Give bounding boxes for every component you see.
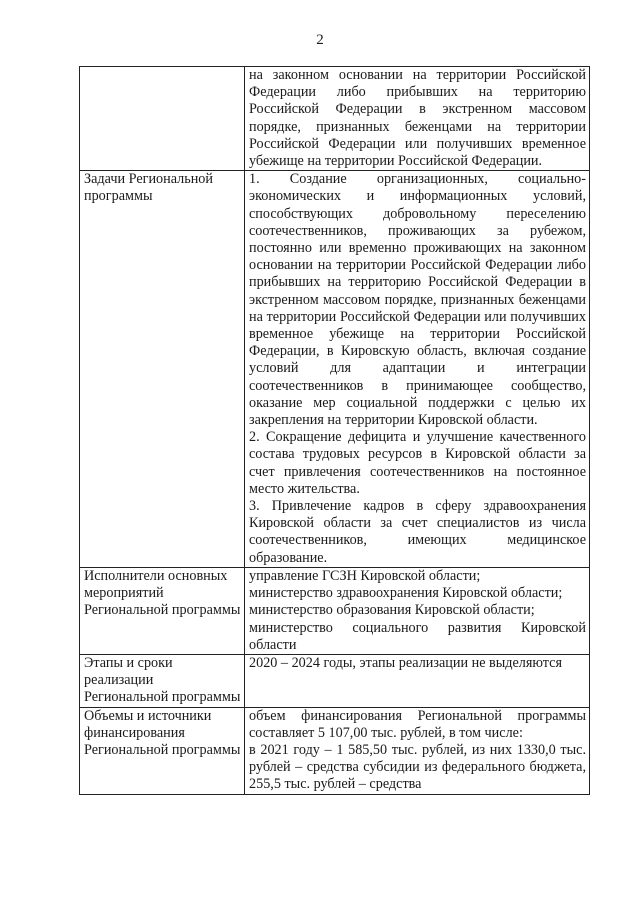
table-row [80, 707, 590, 794]
executor-item: министерство здравоохранения Кировской области; [249, 585, 563, 602]
task-paragraph: 3. Привлечение кадров в сферу здравоохранения Кировской области за счет специалистов из числа соотечественников, имеющих медицинское образование. [249, 498, 586, 566]
page-number: 2 [316, 32, 324, 48]
task-paragraph: 2. Сокращение дефицита и улучшение качественного состава трудовых ресурсов в Кировской области за счет привлечения соотечественников на постоянное место жительства. [249, 429, 586, 497]
executor-item: министерство образования Кировской области; [249, 602, 535, 619]
row-label-tasks: Задачи Региональной программы [80, 171, 245, 568]
program-passport-table [79, 66, 590, 795]
row-content-tasks [245, 171, 590, 568]
row-label-stages: Этапы и сроки реализации Региональной программы [80, 654, 245, 707]
stages-text: 2020 – 2024 годы, этапы реализации не выделяются [249, 654, 563, 671]
funding-paragraph: в 2021 году – 1 585,50 тыс. рублей, из них 1330,0 тыс. рублей – средства субсидии из федерального бюджета, 255,5 тыс. рублей – средства [249, 741, 586, 793]
funding-paragraph: объем финансирования Региональной программы составляет 5 107,00 тыс. рублей, в том числе: [249, 707, 586, 741]
table-row [80, 654, 590, 707]
table-row [80, 171, 590, 568]
row-content-stages [245, 654, 590, 707]
executor-item: управление ГСЗН Кировской области; [249, 567, 481, 584]
row-content-funding [245, 707, 590, 794]
row-label [80, 67, 245, 171]
table-row [80, 567, 590, 654]
table-row [80, 67, 590, 171]
content-paragraph: на законном основании на территории Российской Федерации либо прибывших на территорию Российской Федерации в экстренном массовом порядке, признанных беженцами на территории Российской Федерации или получивших временное убежище на территории Российской Федерации. [249, 67, 586, 170]
executor-item: министерство социального развития Кировской области [249, 619, 586, 653]
row-content-executors [245, 567, 590, 654]
task-paragraph: 1. Создание организационных, социально-экономических и информационных условий, способствующих добровольному переселению соотечественников, проживающих за рубежом, постоянно или временно проживающих на законном основании на территории Российской Федерации либо прибывших на территорию Российской Федерации в экстренном массовом порядке, признанных беженцами на территории Российской Федерации или получивших временное убежище на территории Российской Федерации, в Кировскую область, включая создание условий для адаптации и интеграции соотечественников в принимающее сообщество, оказание мер социальной поддержки с целью их закрепления на территории Кировской области. [249, 171, 586, 429]
row-label-executors: Исполнители основных мероприятий Региональной программы [80, 567, 245, 654]
row-content [245, 67, 590, 171]
row-label-funding: Объемы и источники финансирования Региональной программы [80, 707, 245, 794]
